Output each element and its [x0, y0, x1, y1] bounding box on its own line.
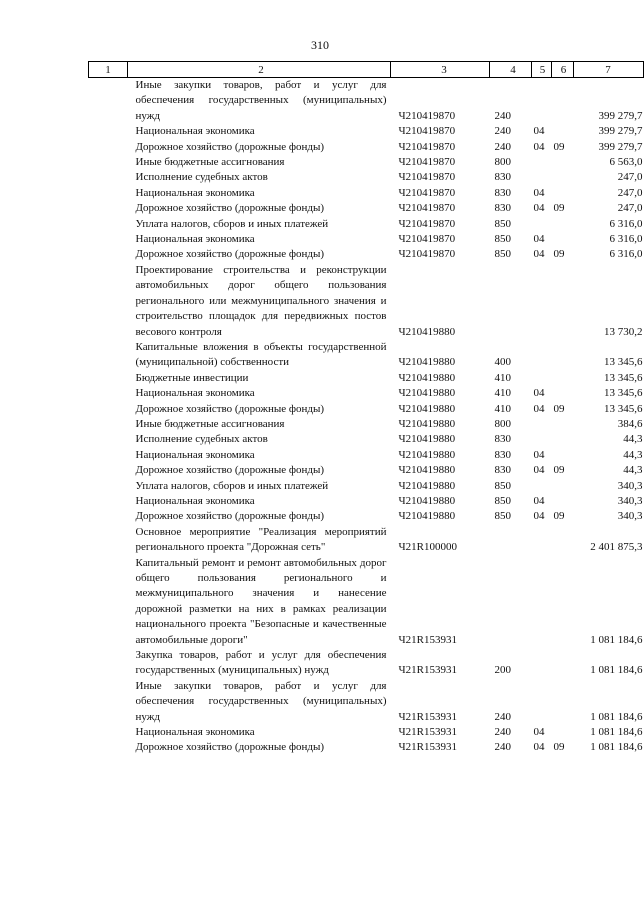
row-number-cell	[89, 725, 128, 740]
table-row	[89, 509, 644, 524]
row-expense-type-cell: 830	[494, 202, 511, 215]
row-subsection-cell	[552, 494, 574, 509]
row-target-article-cell: Ч210419870	[398, 156, 456, 169]
row-target-article-cell: Ч210419880	[398, 448, 456, 461]
row-subsection-cell	[552, 217, 574, 232]
table-row	[89, 78, 644, 125]
row-number-cell	[89, 509, 128, 524]
table-row	[89, 340, 644, 371]
row-amount-cell: 399 279,7	[598, 125, 643, 138]
row-subsection-cell	[552, 155, 574, 170]
row-subsection-cell: 09	[553, 741, 565, 754]
row-amount-cell: 340,3	[617, 494, 643, 507]
table-row	[89, 402, 644, 417]
row-expense-type-cell: 200	[494, 664, 511, 677]
row-name-cell: Национальная экономика	[135, 726, 255, 739]
row-subsection-cell: 09	[553, 140, 565, 153]
row-expense-type-cell: 240	[494, 109, 511, 122]
row-target-article-cell: Ч210419870	[398, 217, 456, 230]
row-name-cell: Проектирование строительства и реконструкции автомобильных дорог общего пользования регионального или межмуниципального значения и строительство площадок для передвижных постов весового контроля	[135, 263, 387, 338]
row-expense-type-cell: 240	[494, 741, 511, 754]
row-number-cell	[89, 432, 128, 447]
row-amount-cell: 13 345,6	[604, 402, 643, 415]
row-expense-type-cell: 830	[494, 433, 511, 446]
table-row	[89, 725, 644, 740]
table-row	[89, 186, 644, 201]
row-name-cell: Дорожное хозяйство (дорожные фонды)	[135, 202, 325, 215]
row-subsection-cell: 09	[553, 202, 565, 215]
row-target-article-cell: Ч210419870	[398, 233, 456, 246]
row-target-article-cell: Ч210419880	[398, 387, 456, 400]
row-section-cell	[532, 479, 552, 494]
row-subsection-cell	[552, 232, 574, 247]
row-target-article-cell: Ч210419880	[398, 402, 456, 415]
row-expense-type-cell: 400	[494, 356, 511, 369]
row-number-cell	[89, 232, 128, 247]
row-expense-type-cell: 830	[494, 448, 511, 461]
row-target-article-cell: Ч210419880	[398, 464, 456, 477]
row-number-cell	[89, 140, 128, 155]
row-name-cell: Дорожное хозяйство (дорожные фонды)	[135, 402, 325, 415]
table-row	[89, 494, 644, 509]
row-expense-type-cell: 410	[494, 387, 511, 400]
row-number-cell	[89, 340, 128, 371]
row-name-cell: Национальная экономика	[135, 125, 255, 138]
row-name-cell: Уплата налогов, сборов и иных платежей	[135, 479, 329, 492]
row-subsection-cell	[552, 78, 574, 125]
row-expense-type-cell: 240	[494, 125, 511, 138]
row-subsection-cell	[552, 170, 574, 185]
row-amount-cell: 1 081 184,6	[590, 741, 643, 754]
row-amount-cell: 13 345,6	[604, 356, 643, 369]
row-expense-type-cell: 830	[494, 186, 511, 199]
row-subsection-cell	[552, 725, 574, 740]
row-number-cell	[89, 525, 128, 556]
row-amount-cell: 6 563,0	[609, 156, 643, 169]
row-amount-cell: 247,0	[617, 202, 643, 215]
row-expense-type-cell: 800	[494, 156, 511, 169]
row-target-article-cell: Ч21R153931	[398, 664, 457, 677]
row-expense-type-cell	[490, 525, 532, 556]
row-section-cell: 04	[533, 125, 545, 138]
row-name-cell: Национальная экономика	[135, 448, 255, 461]
table-row	[89, 648, 644, 679]
row-section-cell	[532, 217, 552, 232]
row-expense-type-cell: 410	[494, 371, 511, 384]
row-subsection-cell	[552, 448, 574, 463]
row-section-cell	[532, 155, 552, 170]
row-section-cell: 04	[533, 233, 545, 246]
row-amount-cell: 399 279,7	[598, 140, 643, 153]
row-subsection-cell	[552, 556, 574, 648]
row-number-cell	[89, 78, 128, 125]
row-amount-cell: 340,3	[617, 479, 643, 492]
row-amount-cell: 13 345,6	[604, 371, 643, 384]
row-name-cell: Исполнение судебных актов	[135, 171, 268, 184]
table-row	[89, 140, 644, 155]
row-name-cell: Иные закупки товаров, работ и услуг для обеспечения государственных (муниципальных) нужд	[135, 679, 387, 723]
row-section-cell: 04	[533, 741, 545, 754]
row-number-cell	[89, 170, 128, 185]
header-col-6: 6	[552, 62, 574, 78]
row-number-cell	[89, 463, 128, 478]
row-subsection-cell	[552, 679, 574, 725]
row-target-article-cell: Ч210419870	[398, 125, 456, 138]
row-section-cell: 04	[533, 186, 545, 199]
row-section-cell	[532, 648, 552, 679]
table-row	[89, 432, 644, 447]
row-target-article-cell: Ч210419880	[398, 510, 456, 523]
row-subsection-cell	[552, 479, 574, 494]
row-name-cell: Иные бюджетные ассигнования	[135, 156, 285, 169]
row-section-cell	[532, 78, 552, 125]
row-amount-cell: 399 279,7	[598, 109, 643, 122]
row-subsection-cell	[552, 417, 574, 432]
table-row	[89, 124, 644, 139]
row-expense-type-cell: 850	[494, 233, 511, 246]
row-section-cell: 04	[533, 248, 545, 261]
row-target-article-cell: Ч210419870	[398, 171, 456, 184]
row-amount-cell: 44,3	[623, 464, 643, 477]
row-section-cell: 04	[533, 402, 545, 415]
row-number-cell	[89, 186, 128, 201]
table-row	[89, 448, 644, 463]
row-amount-cell: 13 730,2	[604, 325, 643, 338]
table-row	[89, 386, 644, 401]
row-expense-type-cell: 800	[494, 417, 511, 430]
row-expense-type-cell	[490, 263, 532, 340]
row-number-cell	[89, 679, 128, 725]
row-amount-cell: 1 081 184,6	[590, 664, 643, 677]
row-amount-cell: 1 081 184,6	[590, 633, 643, 646]
row-target-article-cell: Ч21R153931	[398, 726, 457, 739]
table-row	[89, 217, 644, 232]
row-expense-type-cell: 240	[494, 710, 511, 723]
table-row	[89, 170, 644, 185]
row-subsection-cell: 09	[553, 464, 565, 477]
row-target-article-cell: Ч210419870	[398, 202, 456, 215]
row-target-article-cell: Ч210419870	[398, 109, 456, 122]
row-amount-cell: 340,3	[617, 510, 643, 523]
header-col-4: 4	[490, 62, 532, 78]
table-row	[89, 201, 644, 216]
row-section-cell: 04	[533, 387, 545, 400]
header-col-1: 1	[89, 62, 128, 78]
row-section-cell	[532, 432, 552, 447]
row-target-article-cell: Ч210419880	[398, 356, 456, 369]
row-target-article-cell: Ч21R153931	[398, 633, 457, 646]
row-section-cell	[532, 679, 552, 725]
header-col-2: 2	[128, 62, 391, 78]
table-row	[89, 155, 644, 170]
row-name-cell: Иные бюджетные ассигнования	[135, 417, 285, 430]
row-name-cell: Исполнение судебных актов	[135, 433, 268, 446]
row-name-cell: Национальная экономика	[135, 494, 255, 507]
row-number-cell	[89, 740, 128, 755]
row-target-article-cell: Ч210419870	[398, 140, 456, 153]
header-col-5: 5	[532, 62, 552, 78]
row-number-cell	[89, 247, 128, 262]
row-amount-cell: 247,0	[617, 186, 643, 199]
row-number-cell	[89, 402, 128, 417]
row-expense-type-cell: 240	[494, 726, 511, 739]
row-amount-cell: 6 316,0	[609, 233, 643, 246]
row-name-cell: Дорожное хозяйство (дорожные фонды)	[135, 140, 325, 153]
table-row	[89, 232, 644, 247]
row-amount-cell: 1 081 184,6	[590, 710, 643, 723]
row-section-cell: 04	[533, 448, 545, 461]
row-section-cell: 04	[533, 494, 545, 507]
row-section-cell: 04	[533, 464, 545, 477]
row-name-cell: Дорожное хозяйство (дорожные фонды)	[135, 248, 325, 261]
row-target-article-cell: Ч21R153931	[398, 741, 457, 754]
row-section-cell: 04	[533, 726, 545, 739]
row-target-article-cell: Ч210419870	[398, 248, 456, 261]
row-subsection-cell: 09	[553, 248, 565, 261]
row-name-cell: Бюджетные инвестиции	[135, 371, 249, 384]
row-name-cell: Уплата налогов, сборов и иных платежей	[135, 217, 329, 230]
row-name-cell: Дорожное хозяйство (дорожные фонды)	[135, 741, 325, 754]
row-expense-type-cell: 830	[494, 464, 511, 477]
row-amount-cell: 384,6	[617, 417, 643, 430]
table-row	[89, 740, 644, 755]
row-target-article-cell: Ч210419880	[398, 494, 456, 507]
row-section-cell	[532, 340, 552, 371]
row-expense-type-cell: 850	[494, 248, 511, 261]
row-expense-type-cell: 410	[494, 402, 511, 415]
row-number-cell	[89, 371, 128, 386]
row-subsection-cell	[552, 340, 574, 371]
row-subsection-cell	[552, 525, 574, 556]
row-target-article-cell: Ч210419880	[398, 479, 456, 492]
row-section-cell	[532, 170, 552, 185]
row-name-cell: Иные закупки товаров, работ и услуг для обеспечения государственных (муниципальных) нужд	[135, 79, 387, 122]
row-expense-type-cell: 850	[494, 217, 511, 230]
row-expense-type-cell: 240	[494, 140, 511, 153]
row-subsection-cell: 09	[553, 402, 565, 415]
row-amount-cell: 13 345,6	[604, 387, 643, 400]
row-name-cell: Дорожное хозяйство (дорожные фонды)	[135, 510, 325, 523]
row-name-cell: Закупка товаров, работ и услуг для обеспечения государственных (муниципальных) нужд	[135, 649, 387, 677]
row-target-article-cell: Ч210419880	[398, 433, 456, 446]
row-section-cell: 04	[533, 140, 545, 153]
budget-table	[88, 61, 644, 756]
table-row	[89, 263, 644, 340]
row-expense-type-cell	[490, 556, 532, 648]
table-row	[89, 247, 644, 262]
row-expense-type-cell: 830	[494, 171, 511, 184]
table-row	[89, 371, 644, 386]
row-subsection-cell	[552, 124, 574, 139]
row-number-cell	[89, 386, 128, 401]
row-number-cell	[89, 417, 128, 432]
table-row	[89, 417, 644, 432]
row-number-cell	[89, 494, 128, 509]
table-row	[89, 556, 644, 648]
row-amount-cell: 6 316,0	[609, 248, 643, 261]
row-section-cell	[532, 371, 552, 386]
row-name-cell: Национальная экономика	[135, 186, 255, 199]
row-subsection-cell	[552, 186, 574, 201]
row-number-cell	[89, 448, 128, 463]
row-number-cell	[89, 201, 128, 216]
row-amount-cell: 2 401 875,3	[590, 541, 643, 554]
row-expense-type-cell: 850	[494, 494, 511, 507]
row-subsection-cell: 09	[553, 510, 565, 523]
row-subsection-cell	[552, 648, 574, 679]
row-number-cell	[89, 217, 128, 232]
row-section-cell	[532, 417, 552, 432]
row-name-cell: Капитальные вложения в объекты государственной (муниципальной) собственности	[135, 340, 387, 369]
row-number-cell	[89, 648, 128, 679]
row-target-article-cell: Ч210419880	[398, 371, 456, 384]
row-amount-cell: 247,0	[617, 171, 643, 184]
table-row	[89, 525, 644, 556]
table-row	[89, 479, 644, 494]
row-expense-type-cell: 850	[494, 510, 511, 523]
row-name-cell: Основное мероприятие "Реализация мероприятий регионального проекта "Дорожная сеть"	[135, 525, 387, 554]
row-target-article-cell: Ч210419870	[398, 186, 456, 199]
row-number-cell	[89, 155, 128, 170]
row-name-cell: Капитальный ремонт и ремонт автомобильных дорог общего пользования регионального и межмуниципального значения и нанесение дорожной разметки на них в рамках реализации национального проекта "Безопасные и качественные автомобильные дороги"	[135, 556, 387, 646]
row-name-cell: Национальная экономика	[135, 387, 255, 400]
row-target-article-cell: Ч21R100000	[398, 541, 457, 554]
header-col-7: 7	[574, 62, 644, 78]
row-number-cell	[89, 479, 128, 494]
row-name-cell: Дорожное хозяйство (дорожные фонды)	[135, 464, 325, 477]
row-section-cell	[532, 556, 552, 648]
row-number-cell	[89, 263, 128, 340]
row-subsection-cell	[552, 371, 574, 386]
row-amount-cell: 1 081 184,6	[590, 726, 643, 739]
row-target-article-cell: Ч210419880	[398, 325, 456, 338]
row-section-cell	[532, 525, 552, 556]
row-number-cell	[89, 124, 128, 139]
header-col-3: 3	[391, 62, 490, 78]
page-number: 310	[311, 38, 329, 52]
row-target-article-cell: Ч21R153931	[398, 710, 457, 723]
row-section-cell: 04	[533, 202, 545, 215]
row-number-cell	[89, 556, 128, 648]
row-expense-type-cell: 850	[494, 479, 511, 492]
row-name-cell: Национальная экономика	[135, 233, 255, 246]
row-section-cell: 04	[533, 510, 545, 523]
row-section-cell	[532, 263, 552, 340]
row-amount-cell: 6 316,0	[609, 217, 643, 230]
table-row	[89, 463, 644, 478]
table-body	[89, 78, 644, 756]
row-subsection-cell	[552, 432, 574, 447]
table-header-row	[89, 62, 644, 78]
row-subsection-cell	[552, 386, 574, 401]
row-subsection-cell	[552, 263, 574, 340]
row-target-article-cell: Ч210419880	[398, 417, 456, 430]
row-amount-cell: 44,3	[623, 448, 643, 461]
row-amount-cell: 44,3	[623, 433, 643, 446]
table-row	[89, 679, 644, 725]
